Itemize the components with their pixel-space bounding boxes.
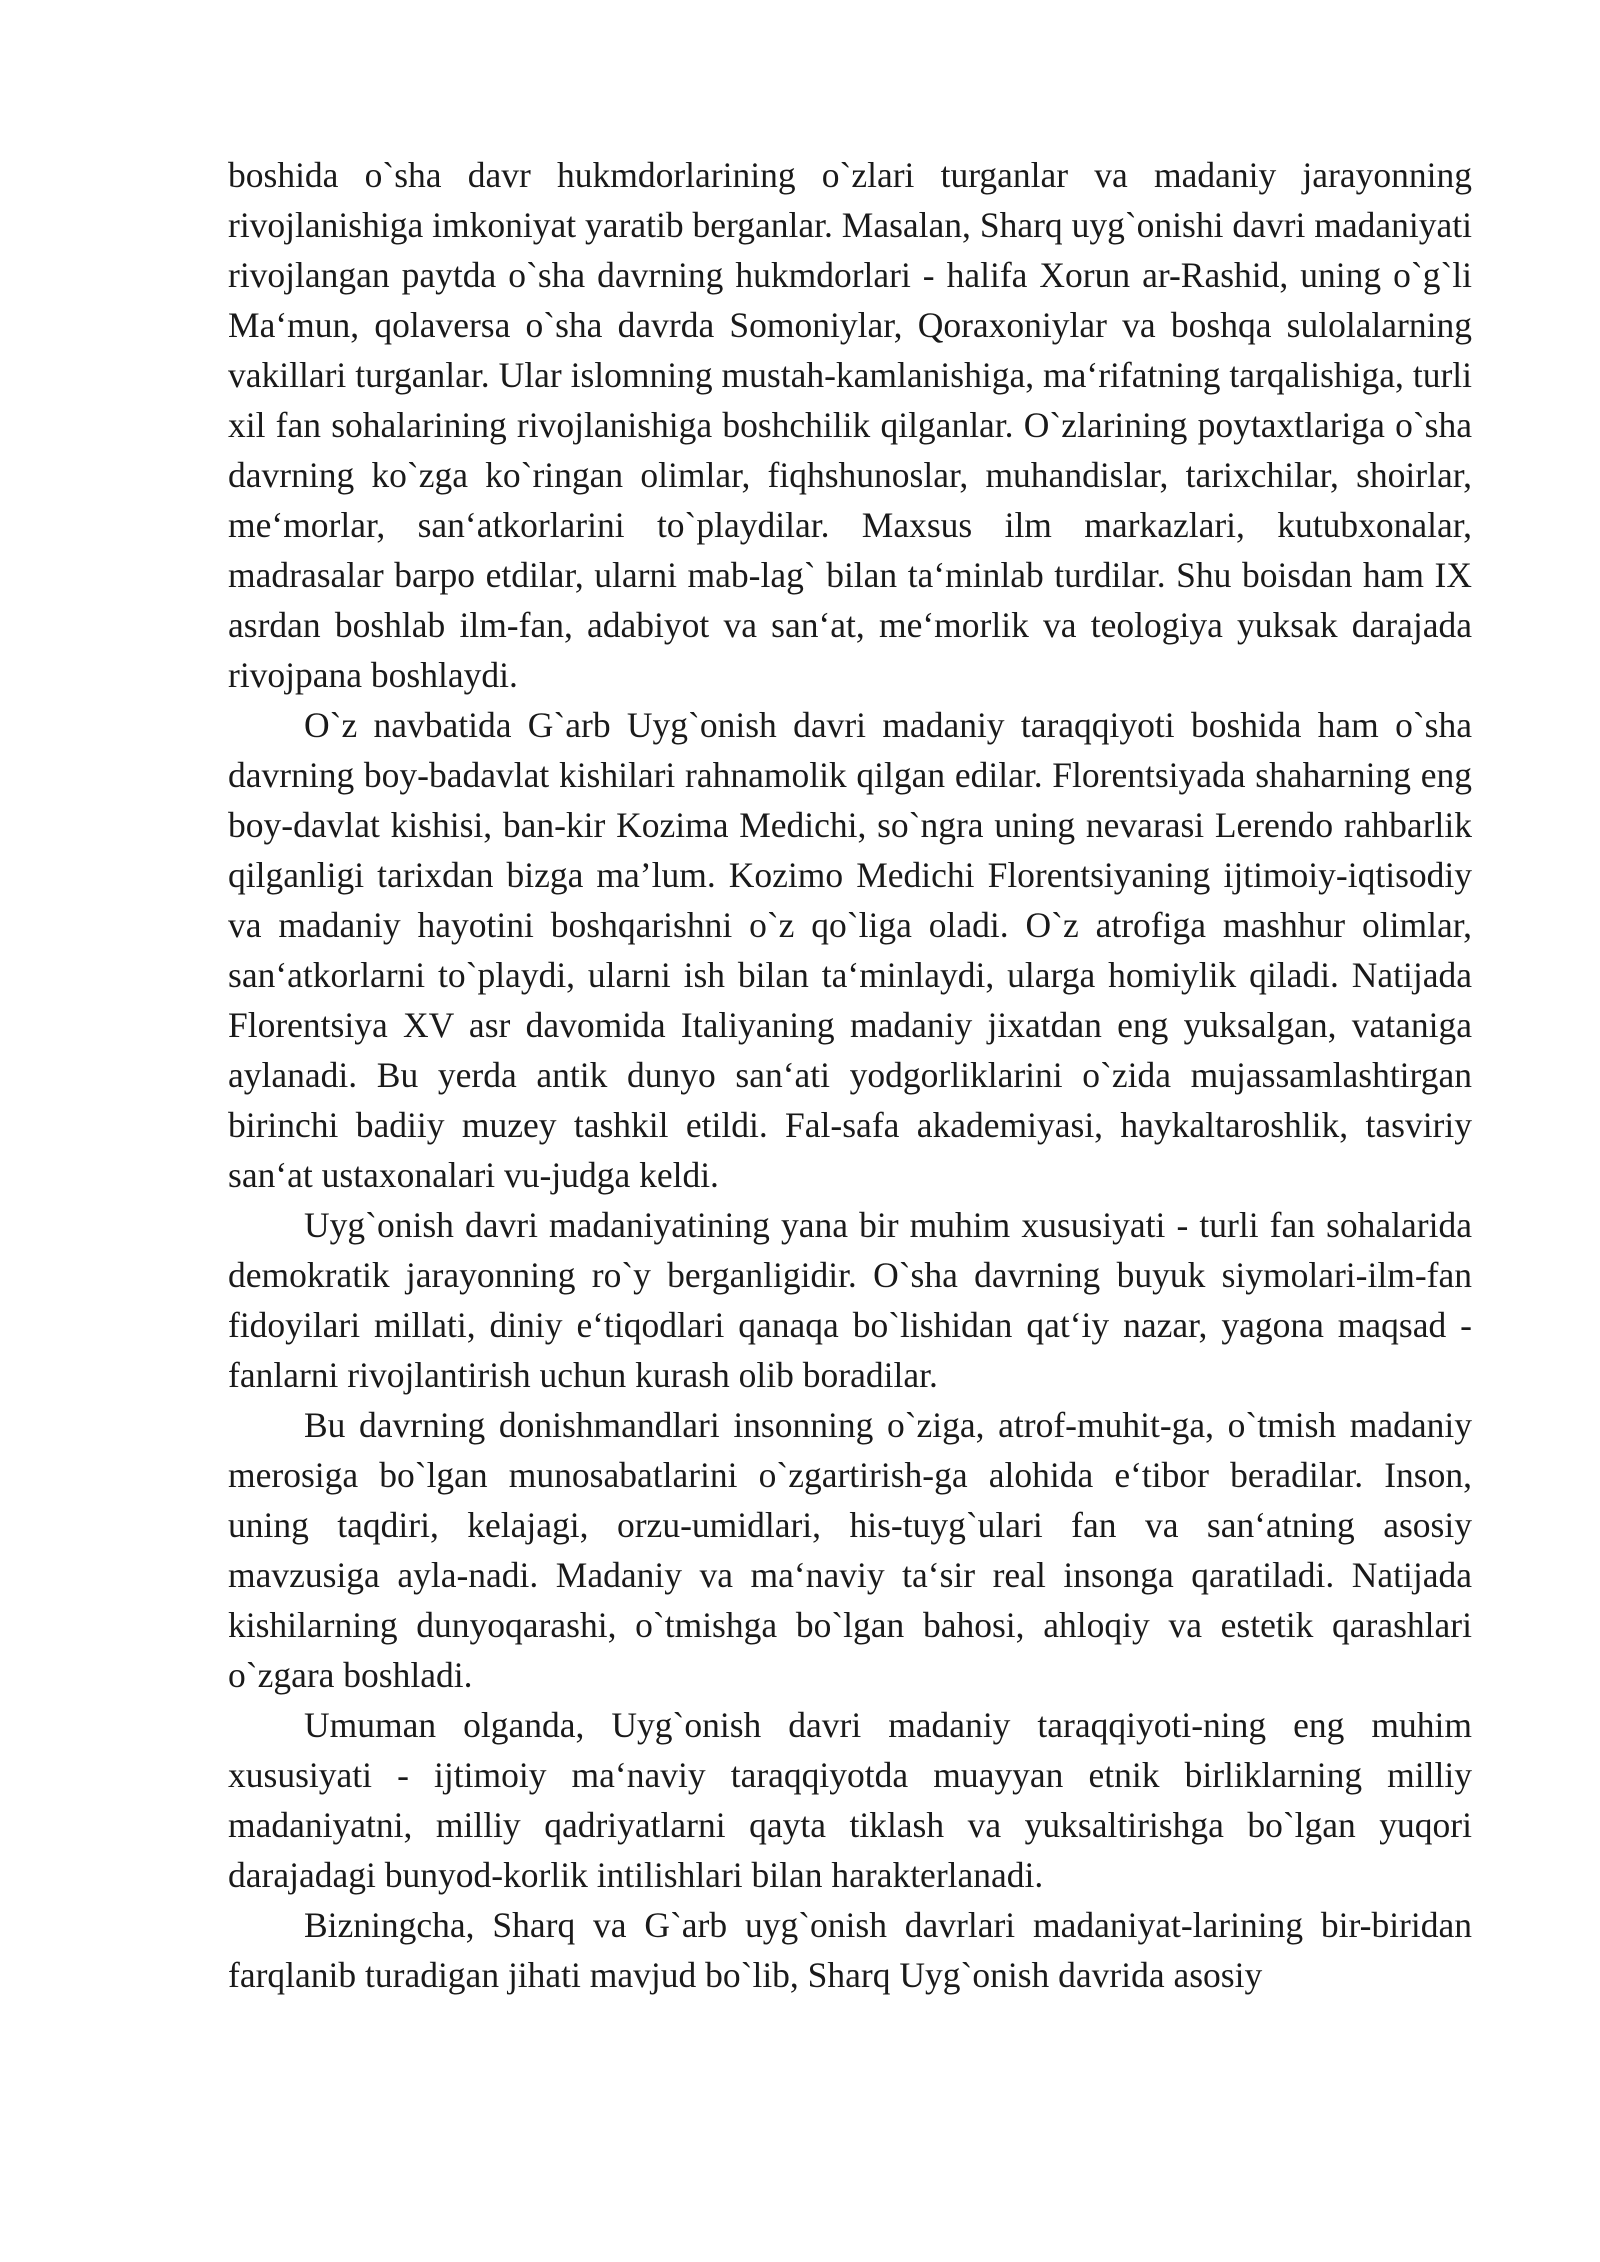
paragraph-continuation: boshida o`sha davr hukmdorlarining o`zlari turganlar va madaniy jarayonning rivojlanishiga imkoniyat yaratib berganlar. Masalan, Sharq uyg`onishi davri madaniyati rivojlangan paytda o`sha davrning hukmdorlari - halifa Xorun ar-Rashid, uning o`g`li Ma‘mun, qolaversa o`sha davrda Somoniylar, Qoraxoniylar va boshqa sulolalarning vakillari turganlar. Ular islomning mustah-kamlanishiga, ma‘rifatning tarqalishiga, turli xil fan sohalarining rivojlanishiga boshchilik qilganlar. O`zlarining poytaxtlariga o`sha davrning ko`zga ko`ringan olimlar, fiqhshunoslar, muhandislar, tarixchilar, shoirlar, me‘morlar, san‘atkorlarini to`playdilar. Maxsus ilm markazlari, kutubxonalar, madrasalar barpo etdilar, ularni mab-lag` bilan ta‘minlab turdilar. Shu boisdan ham IX asrdan boshlab ilm-fan, adabiyot va san‘at, me‘morlik va teologiya yuksak darajada rivojpana boshlaydi. — [228, 155, 1472, 695]
paragraph-east-west-comparison: Bizningcha, Sharq va G`arb uyg`onish davrlari madaniyat-larining bir-biridan farqlanib turadigan jihati mavjud bo`lib, Sharq Uyg`onish davrida asosiy — [228, 1905, 1472, 1995]
document-page — [228, 150, 1472, 2000]
paragraph-summary: Umuman olganda, Uyg`onish davri madaniy taraqqiyoti-ning eng muhim xususiyati - ijtimoiy ma‘naviy taraqqiyotda muayyan etnik birliklarning milliy madaniyatni, milliy qadriyatlarni qayta tiklash va yuksaltirishga bo`lgan yuqori darajadagi bunyod-korlik intilishlari bilan harakterlanadi. — [228, 1705, 1472, 1895]
paragraph-renaissance-west: O`z navbatida G`arb Uyg`onish davri madaniy taraqqiyoti boshida ham o`sha davrning boy-badavlat kishilari rahnamolik qilgan edilar. Florentsiyada shaharning eng boy-davlat kishisi, ban-kir Kozima Medichi, so`ngra uning nevarasi Lerendo rahbarlik qilganligi tarixdan bizga ma’lum. Kozimo Medichi Florentsiyaning ijtimoiy-iqtisodiy va madaniy hayotini boshqarishni o`z qo`liga oladi. O`z atrofiga mashhur olimlar, san‘atkorlarni to`playdi, ularni ish bilan ta‘minlaydi, ularga homiylik qiladi. Natijada Florentsiya XV asr davomida Italiyaning madaniy jixatdan eng yuksalgan, vataniga aylanadi. Bu yerda antik dunyo san‘ati yodgorliklarini o`zida mujassamlashtirgan birinchi badiiy muzey tashkil etildi. Fal-safa akademiyasi, haykaltaroshlik, tasviriy san‘at ustaxonalari vu-judga keldi. — [228, 705, 1472, 1195]
paragraph-democratic-process: Uyg`onish davri madaniyatining yana bir muhim xususiyati - turli fan sohalarida demokratik jarayonning ro`y berganligidir. O`sha davrning buyuk siymolari-ilm-fan fidoyilari millati, diniy e‘tiqodlari qanaqa bo`lishidan qat‘iy nazar, yagona maqsad -fanlarni rivojlantirish uchun kurash olib boradilar. — [228, 1205, 1472, 1395]
paragraph-thinkers: Bu davrning donishmandlari insonning o`ziga, atrof-muhit-ga, o`tmish madaniy merosiga bo`lgan munosabatlarini o`zgartirish-ga alohida e‘tibor beradilar. Inson, uning taqdiri, kelajagi, orzu-umidlari, his-tuyg`ulari fan va san‘atning asosiy mavzusiga ayla-nadi. Madaniy va ma‘naviy ta‘sir real insonga qaratiladi. Natijada kishilarning dunyoqarashi, o`tmishga bo`lgan bahosi, ahloqiy va estetik qarashlari o`zgara boshladi. — [228, 1405, 1472, 1695]
